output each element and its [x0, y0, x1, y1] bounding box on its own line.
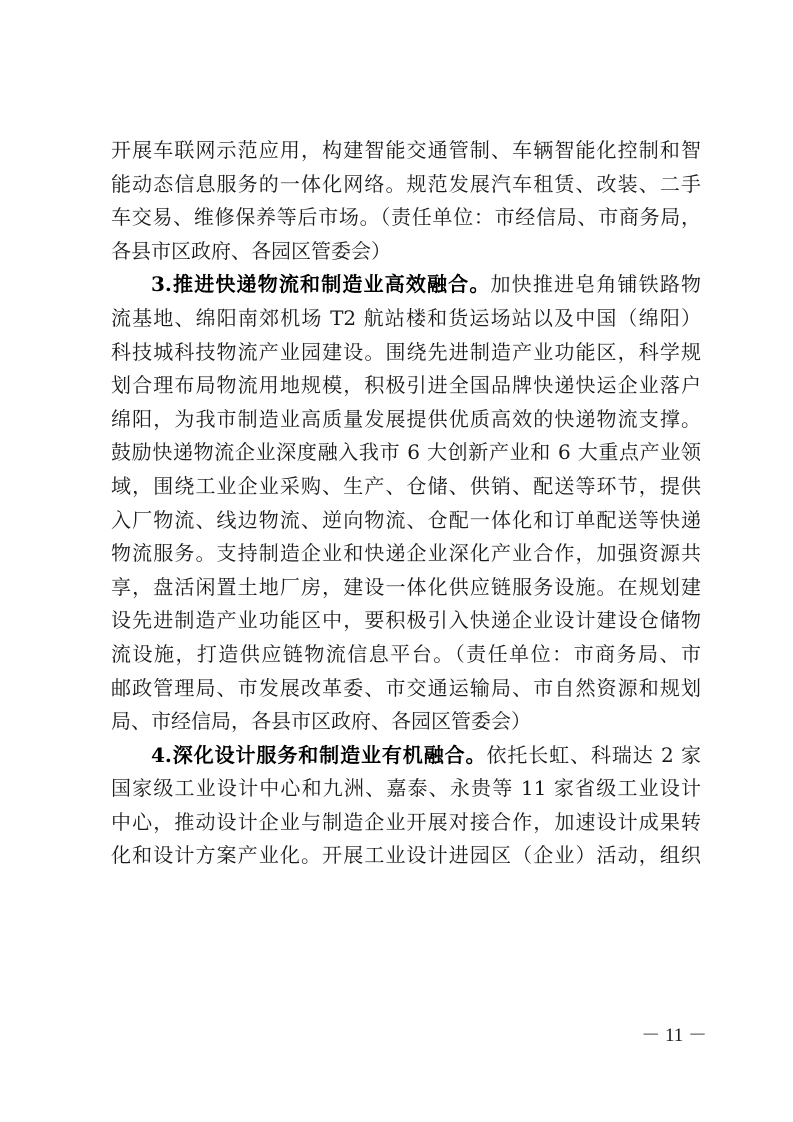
- section-heading: 3.推进快递物流和制造业高效融合。: [151, 272, 491, 297]
- text-line: 国家级工业设计中心和九洲、嘉泰、永贵等 11 家省级工业设计: [111, 776, 701, 801]
- text-line: 车交易、维修保养等后市场。（责任单位：市经信局、市商务局，: [111, 205, 701, 230]
- text-run: 加快推进皂角铺铁路物: [490, 272, 701, 297]
- text-line: 化和设计方案产业化。开展工业设计进园区（企业）活动，组织: [111, 843, 701, 868]
- text-line: 流基地、绵阳南郊机场 T2 航站楼和货运场站以及中国（绵阳）: [111, 305, 701, 330]
- text-line: 邮政管理局、市发展改革委、市交通运输局、市自然资源和规划: [111, 675, 701, 700]
- text-line: 中心，推动设计企业与制造企业开展对接合作，加速设计成果转: [111, 809, 701, 834]
- text-line: 流设施，打造供应链物流信息平台。（责任单位：市商务局、市: [111, 641, 701, 666]
- text-line: 局、市经信局，各县市区政府、各园区管委会）: [111, 709, 531, 734]
- section-heading: 4.深化设计服务和制造业有机融合。: [151, 742, 487, 767]
- text-line: [111, 268, 701, 302]
- text-line: 域，围绕工业企业采购、生产、仓储、供销、配送等环节，提供: [111, 473, 701, 498]
- text-line: 能动态信息服务的一体化网络。规范发展汽车租赁、改装、二手: [111, 171, 701, 196]
- page-number: － 11 －: [641, 1025, 707, 1046]
- text-line: 开展车联网示范应用，构建智能交通管制、车辆智能化控制和智: [111, 138, 701, 162]
- text-line: 物流服务。支持制造企业和快递企业深化产业合作，加强资源共: [111, 541, 701, 566]
- text-line: 绵阳，为我市制造业高质量发展提供优质高效的快递物流支撑。: [111, 406, 701, 431]
- text-line: [111, 739, 701, 773]
- text-line: 科技城科技物流产业园建设。围绕先进制造产业功能区，科学规: [111, 339, 701, 364]
- text-line: 划合理布局物流用地规模，积极引进全国品牌快递快运企业落户: [111, 373, 701, 398]
- body-text: [111, 134, 701, 873]
- text-line: 各县市区政府、各园区管委会）: [111, 238, 391, 263]
- text-run: 依托长虹、科瑞达 2 家: [486, 742, 701, 767]
- text-line: 入厂物流、线边物流、逆向物流、仓配一体化和订单配送等快递: [111, 507, 701, 532]
- text-line: 鼓励快递物流企业深度融入我市 6 大创新产业和 6 大重点产业领: [111, 440, 701, 465]
- text-line: 享，盘活闲置土地厂房，建设一体化供应链服务设施。在规划建: [111, 574, 701, 599]
- text-line: 设先进制造产业功能区中，要积极引入快递企业设计建设仓储物: [111, 608, 701, 633]
